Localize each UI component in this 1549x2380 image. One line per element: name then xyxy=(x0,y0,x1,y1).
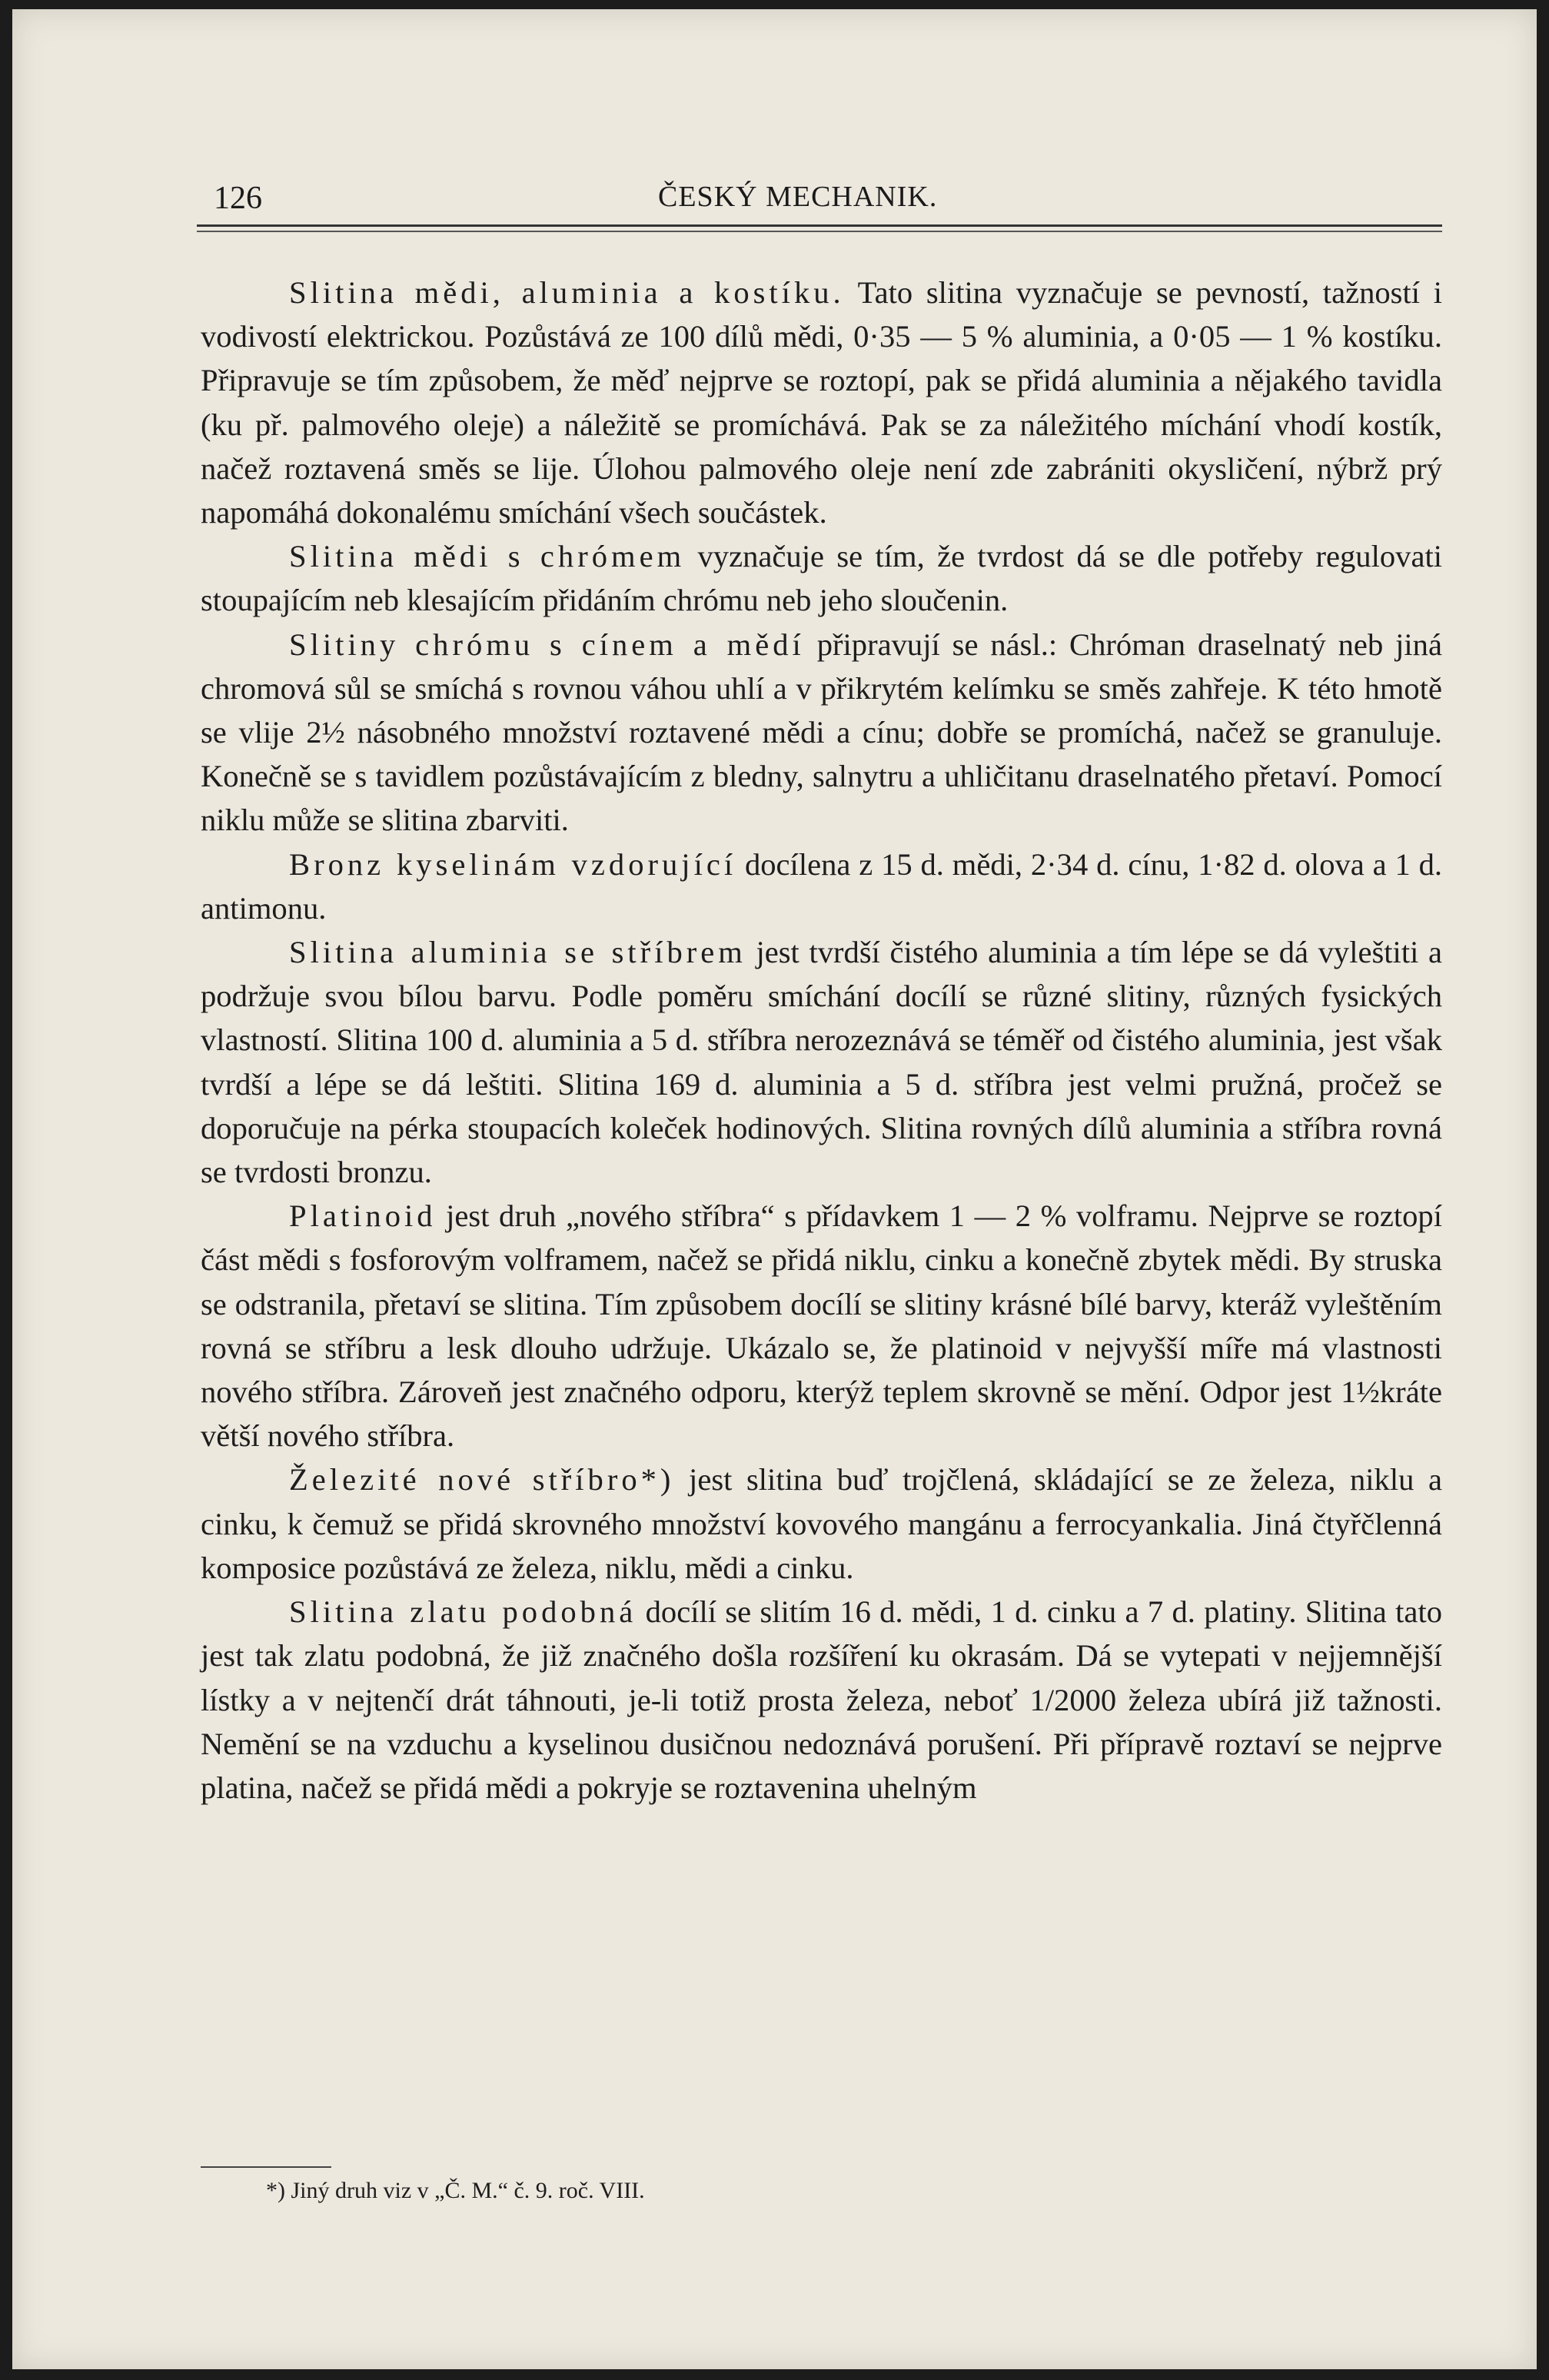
paragraph-lead: Slitina zlatu podobná xyxy=(289,1594,637,1630)
footnote-rule xyxy=(201,2166,331,2168)
paragraph-lead: Platinoid xyxy=(289,1198,437,1234)
paragraph xyxy=(201,623,1442,843)
paragraph-lead: Železité nové stříbro*) xyxy=(289,1462,675,1497)
page-header xyxy=(12,163,1537,224)
paragraph-text: docílena z 15 d. mědi, 2·34 d. cínu, 1·82 d. olova a 1 d. antimonu. xyxy=(201,846,1443,926)
paragraph xyxy=(201,930,1442,1194)
paragraph xyxy=(201,1194,1442,1458)
paragraph-text: vyznačuje se tím, že tvrdost dá se dle potřeby regulovati stoupajícím neb klesajícím přidáním chrómu neb jeho sloučenin. xyxy=(201,539,1443,618)
paragraph-text: jest slitina buď trojčlená, skládající se ze železa, niklu a cinku, k čemuž se přidá skrovného množství kovového mangánu a ferrocyankalia. Jiná čtyřčlenná komposice pozůstává ze železa, niklu, mědi a cinku. xyxy=(201,1462,1442,1585)
paragraph xyxy=(201,534,1442,622)
header-rule xyxy=(197,224,1442,227)
paragraph-text: jest druh „nového stříbra“ s přídavkem 1 — 2 % volframu. Nejprve se roztopí část mědi s fosforovým volframem, načež se přidá niklu, cinku a konečně zbytek mědi. By struska se odstranila, přetaví se slitina. Tím způsobem docílí se slitiny krásné bílé barvy, kteráž vyleštěním rovná se stříbru a lesk dlouho udržuje. Ukázalo se, že platinoid v nejvyšší míře má vlastnosti nového stříbra. Zároveň jest značného odporu, kterýž teplem skrovně se mění. Odpor jest 1½kráte větší nového stříbra. xyxy=(201,1198,1442,1454)
book-page xyxy=(12,9,1537,2369)
footnote: *) Jiný druh viz v „Č. M.“ č. 9. roč. VIII. xyxy=(266,2178,645,2203)
paragraph xyxy=(201,1458,1442,1590)
paragraph xyxy=(201,843,1442,930)
page-number: 126 xyxy=(214,181,262,216)
paragraph-lead: Slitina mědi s chrómem xyxy=(289,539,686,574)
paragraph xyxy=(201,1590,1442,1810)
paragraph-lead: Bronz kyselinám vzdorující xyxy=(289,846,737,882)
running-title: ČESKÝ MECHANIK. xyxy=(658,181,938,213)
paragraph-lead: Slitina mědi, aluminia a kostíku. xyxy=(289,275,845,310)
paragraph-lead: Slitiny chrómu s cínem a mědí xyxy=(289,627,805,662)
paragraph-text: Tato slitina vyznačuje se pevností, tažností i vodivostí elektrickou. Pozůstává ze 100 dílů mědi, 0·35 — 5 % aluminia, a 0·05 — 1 % kostíku. Připravuje se tím způsobem, že měď nejprve se roztopí, pak se přidá aluminia a nějakého tavidla (ku př. palmového oleje) a náležitě se promíchává. Pak se za náležitého míchání vhodí kostík, načež roztavená směs se lije. Úlohou palmového oleje není zde zabrániti okysličení, nýbrž prý napomáhá dokonalému smíchání všech součástek. xyxy=(201,275,1442,530)
paragraph-lead: Slitina aluminia se stříbrem xyxy=(289,935,746,970)
paragraph-text: jest tvrdší čistého aluminia a tím lépe se dá vyleštiti a podržuje svou bílou barvu. Podle poměru smíchání docílí se různé slitiny, různých fysických vlastností. Slitina 100 d. aluminia a 5 d. stříbra nerozeznává se téměř od čistého aluminia, jest však tvrdší a lépe se dá leštiti. Slitina 169 d. aluminia a 5 d. stříbra jest velmi pružná, pročež se doporučuje na pérka stoupacích koleček hodinových. Slitina rovných dílů aluminia a stříbra rovná se tvrdosti bronzu. xyxy=(201,935,1442,1190)
paragraph-text: docílí se slitím 16 d. mědi, 1 d. cinku a 7 d. platiny. Slitina tato jest tak zlatu podobná, že již značného došla rozšíření ku okrasám. Dá se vytepati v nejjemnější lístky a v nejtenčí drát táhnouti, je-li totiž prosta železa, neboť 1/2000 železa ubírá již tažnosti. Nemění se na vzduchu a kyselinou dusičnou nedoznává porušení. Při přípravě roztaví se nejprve platina, načež se přidá mědi a pokryje se roztavenina uhelným xyxy=(201,1594,1443,1805)
paragraph-text: připravují se násl.: Chróman draselnatý neb jiná chromová sůl se smíchá s rovnou váhou uhlí a v přikrytém kelímku se směs zahřeje. K této hmotě se vlije 2½ násobného množství roztavené mědi a cínu; dobře se promíchá, načež se granuluje. Konečně se s tavidlem pozůstávajícím z bledny, salnytru a uhličitanu draselnatého přetaví. Pomocí niklu může se slitina zbarviti. xyxy=(201,627,1442,838)
paragraph xyxy=(201,271,1442,534)
header-rule-thin xyxy=(197,231,1442,232)
page-body xyxy=(201,271,1442,1810)
